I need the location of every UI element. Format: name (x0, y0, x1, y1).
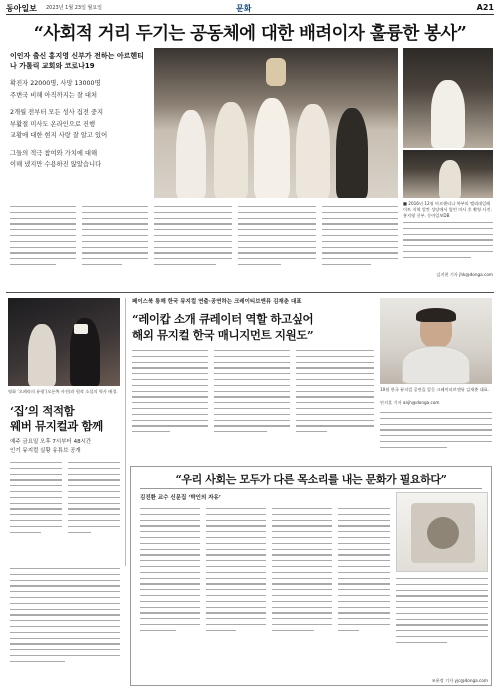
top-headline: “사회적 거리 두기는 공동체에 대한 배려이자 훌륭한 봉사” (33, 24, 467, 44)
top-leads (10, 78, 150, 171)
middle-photo (380, 298, 492, 384)
middle-headline-2: 해외 뮤지컬 한국 매니지먼트 지원도” (132, 328, 314, 342)
top-side-photo-1 (403, 48, 493, 148)
middle-byline: 안지훈 기자 anjh@donga.com (380, 400, 440, 405)
side-photo-caption: 영화 ‘오페라의 유령’(오른쪽 사진)과 원작 소설의 역사 배경. (8, 389, 118, 394)
top-body-col-5 (322, 206, 398, 288)
top-body-col-3 (154, 206, 232, 288)
lead-line: 주변국 비해 아직까지는 잘 대처 (10, 91, 98, 99)
side-body-col-1 (10, 462, 62, 562)
middle-deck: 페이스북 통해 한국 뮤지컬 연출·공연하는 크레이티브앤뮤 김재춘 대표 (132, 299, 302, 305)
top-photo-caption: ■ 2016년 12월 아르헨티나 북부의 엘리데일레이트 지역 알칸 성당에서 열린 미사 후 촬영 사진. 홍지영 신부. 동아일보DB (403, 201, 492, 219)
top-body-col-6 (403, 222, 493, 268)
side-headline-1: ‘집’의 적적함 (10, 404, 75, 418)
middle-body-col-4 (380, 412, 492, 462)
bottom-kicker: 김진환 교수 신문집 ‘박인의 자유’ (140, 495, 221, 501)
header-rule (6, 14, 494, 15)
lead-line: 부활절 미사도 온라인으로 진행 (10, 120, 96, 128)
lead-line: 그들의 적극 참여와 가치에 대해 (10, 149, 98, 157)
top-body-col-1 (10, 206, 76, 288)
section-name: 문화 (236, 4, 252, 13)
section-divider (6, 292, 494, 293)
bottom-body-col-1 (140, 508, 200, 680)
middle-body-col-2 (214, 350, 290, 460)
middle-photo-caption: 10월 한국 뮤지컬 공연을 앞둔 크레이티브앤뮤 김재춘 대표. (380, 387, 490, 392)
top-main-photo (154, 48, 398, 198)
side-sub-2: 인기 뮤지컬 실황 유튜브 공개 (10, 448, 81, 454)
side-headline-2: 웨버 뮤지컬과 함께 (10, 419, 103, 433)
top-kicker: 이인자 출신 홍지영 신부가 전하는 아르헨티나 가톨릭 교회와 코로나19 (10, 52, 144, 70)
side-photo (8, 298, 120, 386)
bottom-headline: “우리 사회는 모두가 다른 목소리를 내는 문화가 필요하다” (175, 473, 447, 486)
side-sub-1: 예주 금요일 오후 7시부터 48시간 (10, 439, 92, 445)
side-body-continued (10, 568, 120, 686)
bottom-body-col-3 (272, 508, 332, 680)
page-number: A21 (476, 3, 494, 12)
middle-body-col-1 (132, 350, 208, 460)
newspaper-logo: 동아일보 (6, 4, 37, 13)
issue-date: 2023년 1월 23일 월요일 (46, 5, 103, 11)
top-body-col-2 (82, 206, 148, 288)
middle-body-col-3 (296, 350, 374, 460)
top-body-col-4 (238, 206, 316, 288)
bottom-body-col-4 (338, 508, 390, 680)
lead-line: 확진자 22000명, 사망 13000명 (10, 80, 101, 87)
bottom-rule (140, 488, 482, 489)
side-body-col-2 (68, 462, 120, 562)
lead-line: 2개월 전부터 모든 성사 집전 중지 (10, 109, 104, 116)
middle-headline-1: “레이캅 소개 큐레이터 역할 하고싶어 (132, 312, 314, 326)
column-divider (125, 298, 126, 566)
lead-line: 이해 냈지만 수용하진 않았습니다 (10, 161, 102, 168)
bottom-body-col-2 (206, 508, 266, 680)
bottom-byline: 조윤정 기자 yjc@donga.com (431, 678, 488, 683)
top-byline: 김지현 기자 jhk@donga.com (436, 272, 493, 277)
lead-line: 교황에 대한 현지 사랑 잘 알고 있어 (10, 132, 108, 139)
top-side-photo-2 (403, 150, 493, 198)
bottom-photo (396, 492, 488, 572)
bottom-body-col-5 (396, 578, 488, 674)
